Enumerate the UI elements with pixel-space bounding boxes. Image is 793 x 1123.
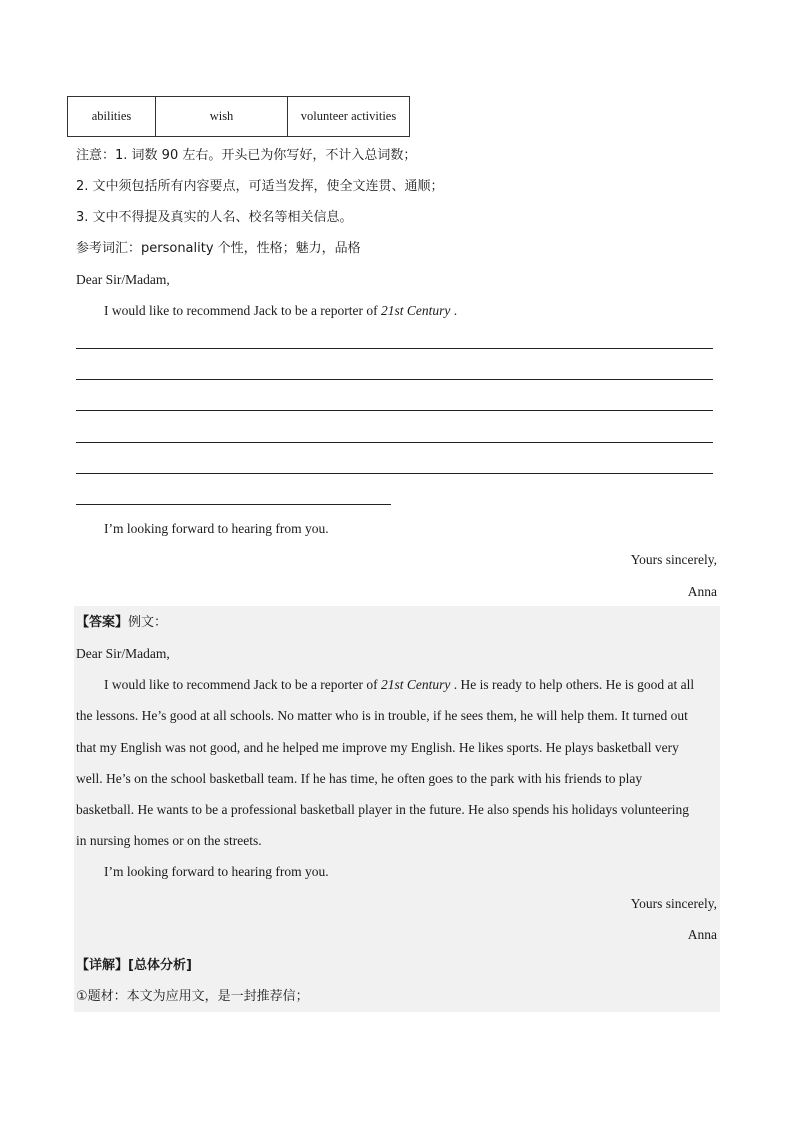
letter-salutation: Dear Sir/Madam, [76, 272, 170, 287]
answer-signoff: Yours sincerely, [630, 896, 717, 911]
note-1: 注意：1. 词数 90 左右。开头已为你写好，不计入总词数； [76, 148, 417, 163]
answer-salutation: Dear Sir/Madam, [76, 646, 170, 661]
writing-line [76, 410, 713, 411]
table-cell-volunteer: volunteer activities [288, 97, 410, 137]
answer-text: . He is ready to help others. He is good at all [450, 677, 695, 692]
answer-signature: Anna [687, 927, 717, 942]
answer-line-4: well. He’s on the school basketball team. If he has time, he often goes to the park with his friends to play [76, 771, 643, 786]
detail-label: [总体分析] [128, 958, 192, 973]
note-3: 3. 文中不得提及真实的人名、校名等相关信息。 [76, 210, 353, 225]
vocab-note: 参考词汇：personality 个性，性格；魅力，品格 [76, 241, 361, 256]
answer-text: I would like to recommend Jack to be a reporter of [104, 677, 382, 692]
table-cell-wish: wish [156, 97, 288, 137]
table-row [68, 97, 410, 137]
detail-header [76, 956, 192, 976]
answer-label: 例文： [128, 615, 168, 630]
answer-line-2: the lessons. He’s good at all schools. No matter who is in trouble, if he sees them, he will help them. It turned out [76, 708, 688, 723]
detail-tag: 【详解】 [76, 958, 129, 973]
opening-end: . [450, 303, 458, 318]
writing-line [76, 473, 713, 474]
letter-opening [104, 301, 457, 321]
opening-text: I would like to recommend Jack to be a reporter of [104, 303, 382, 318]
answer-line-1 [104, 675, 694, 695]
table-cell-abilities: abilities [68, 97, 156, 137]
detail-item-1: ①题材：本文为应用文，是一封推荐信； [76, 989, 309, 1004]
answer-line-3: that my English was not good, and he helped me improve my English. He likes sports. He plays basketball very [76, 740, 679, 755]
keyword-table [67, 96, 410, 137]
letter-signature: Anna [687, 584, 717, 599]
answer-tag: 【答案】 [76, 615, 129, 630]
writing-line-short [76, 504, 391, 505]
letter-closing: I’m looking forward to hearing from you. [104, 521, 329, 536]
answer-line-5: basketball. He wants to be a professional basketball player in the future. He also spends his holidays volunteering [76, 802, 689, 817]
answer-line-6: in nursing homes or on the streets. [76, 833, 262, 848]
answer-closing: I’m looking forward to hearing from you. [104, 864, 329, 879]
writing-line [76, 379, 713, 380]
magazine-title: 21st Century [381, 303, 451, 318]
magazine-title: 21st Century [381, 677, 451, 692]
note-2: 2. 文中须包括所有内容要点，可适当发挥，使全文连贯、通顺； [76, 179, 444, 194]
letter-signoff: Yours sincerely, [630, 552, 717, 567]
writing-line [76, 442, 713, 443]
writing-line [76, 348, 713, 349]
answer-header [76, 613, 167, 633]
